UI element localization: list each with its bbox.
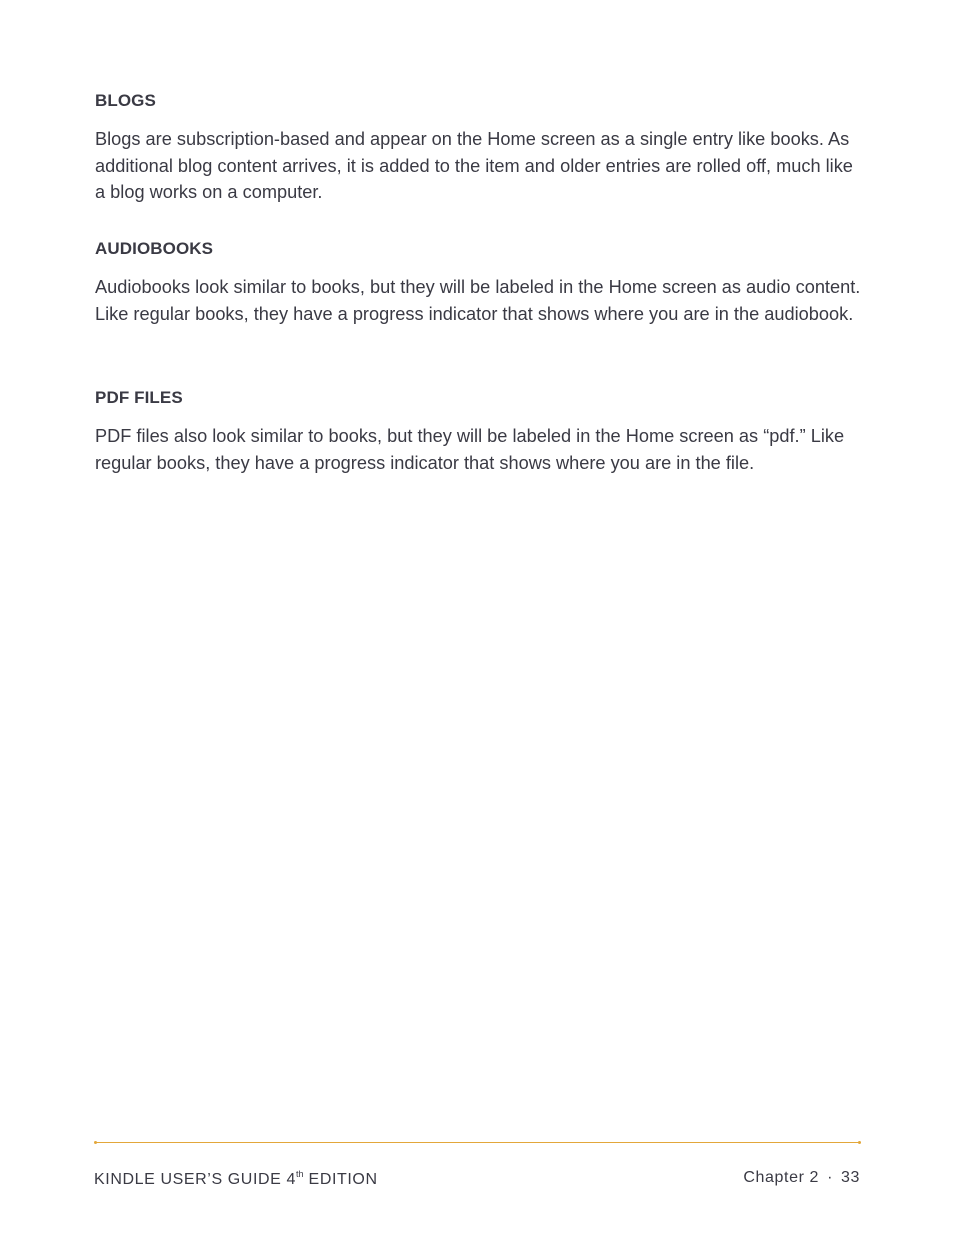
section-body: PDF files also look similar to books, but they will be labeled in the Home screen as “pdf.” Like regular books, they have a progress indicator that shows where you are in the file.: [95, 426, 845, 473]
footer-guide-title: [94, 1169, 378, 1189]
section-heading: BLOGS: [95, 91, 156, 110]
section-body: Blogs are subscription-based and appear on the Home screen as a single entry like books. As additional blog content arrives, it is added to the item and older entries are rolled off, much like a blog works on a computer.: [95, 129, 853, 202]
guide-title-prefix: KINDLE USER’S GUIDE 4: [94, 1171, 296, 1188]
footer-divider: [95, 1142, 860, 1143]
section-audiobooks: [95, 239, 865, 327]
section-heading: AUDIOBOOKS: [95, 239, 214, 258]
section-blogs: [95, 91, 865, 206]
chapter-label: Chapter 2: [743, 1169, 820, 1186]
section-pdf-files: [95, 388, 865, 476]
guide-title-suffix: EDITION: [303, 1171, 378, 1188]
footer-page-info: [743, 1169, 860, 1187]
section-heading: PDF FILES: [95, 388, 183, 407]
guide-title-superscript: th: [295, 1169, 304, 1179]
footer-separator: ·: [827, 1169, 833, 1186]
section-body: Audiobooks look similar to books, but they will be labeled in the Home screen as audio content. Like regular books, they have a progress indicator that shows where you are in the audiobook.: [95, 277, 861, 324]
page-number: 33: [841, 1169, 860, 1186]
